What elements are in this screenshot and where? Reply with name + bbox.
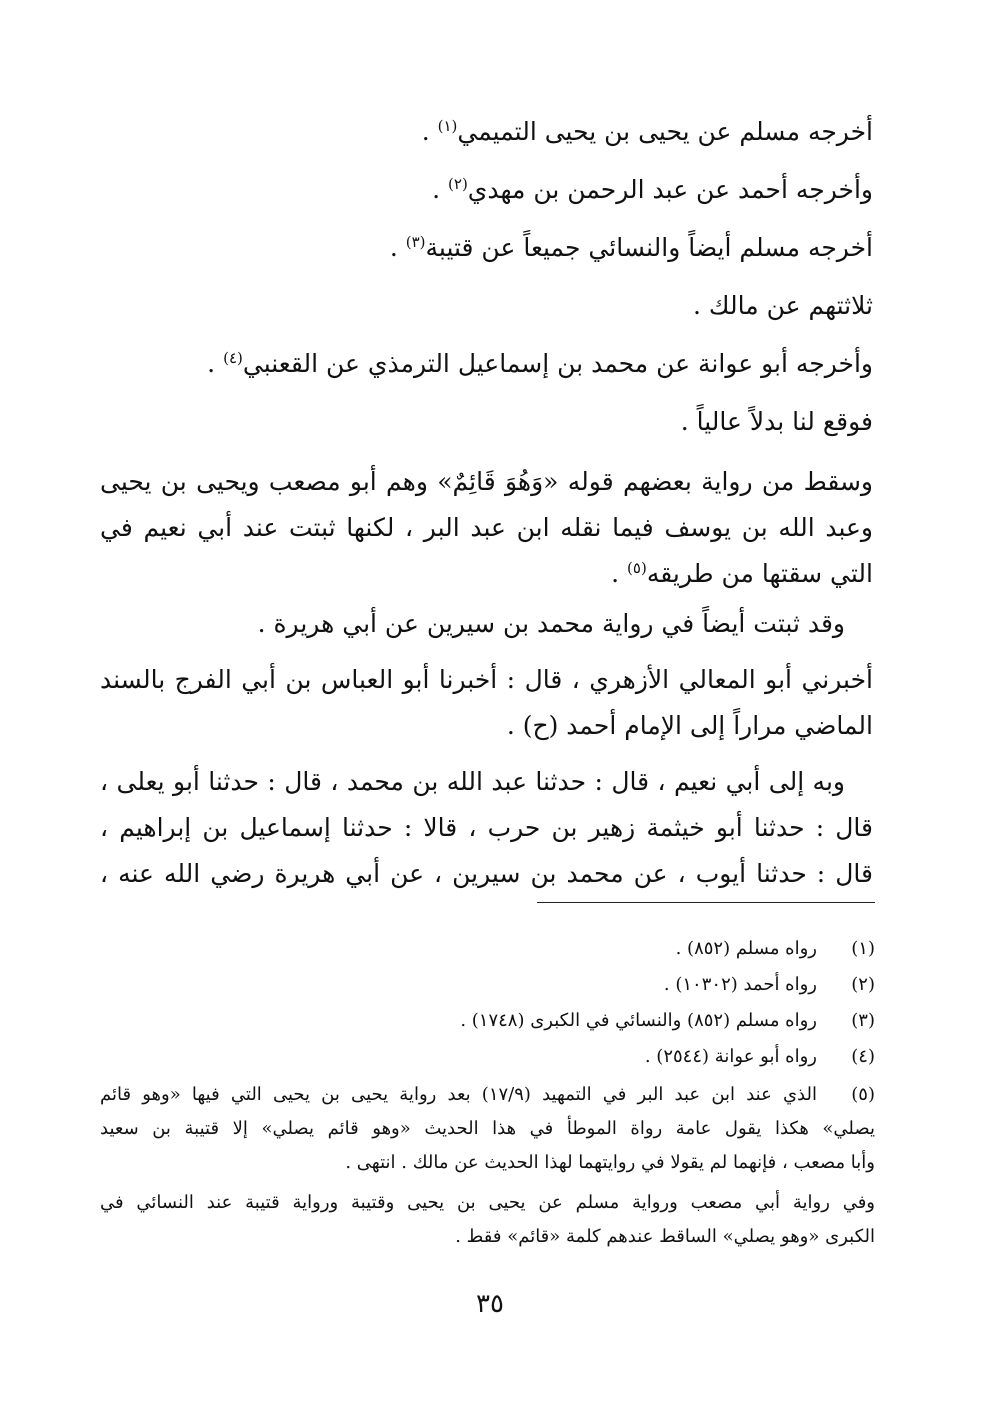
footnote-ref-2: (٢) bbox=[448, 175, 468, 193]
paragraph-2-line-2: وعبد الله بن يوسف فيما نقله ابن عبد البر ، لكنها ثبتت عند أبي نعيم في bbox=[100, 513, 873, 542]
paragraph-3: وقد ثبتت أيضاً في رواية محمد بن سيرين عن أبي هريرة . bbox=[257, 609, 845, 638]
text-line-4: ثلاثتهم عن مالك . bbox=[693, 291, 873, 320]
page-number: ٣٥ bbox=[476, 1289, 504, 1319]
footnote-number: (٣) bbox=[851, 1010, 875, 1031]
footnote-text: رواه أحمد (١٠٣٠٢) . bbox=[663, 974, 817, 995]
paragraph-5-line-1: وبه إلى أبي نعيم ، قال : حدثنا عبد الله بن محمد ، قال : حدثنا أبو يعلى ، bbox=[100, 767, 845, 796]
footnote-number: (٥) bbox=[851, 1084, 875, 1105]
footnote-text: رواه مسلم (٨٥٢) والنسائي في الكبرى (١٧٤٨) . bbox=[460, 1010, 817, 1031]
footnote-text: رواه مسلم (٨٥٢) . bbox=[675, 938, 817, 959]
paragraph-2-line-3: التي سقتها من طريقه$^{(٥)}$ . bbox=[611, 559, 873, 588]
paragraph-5-line-2: قال : حدثنا أبو خيثمة زهير بن حرب ، قالا : حدثنا إسماعيل بن إبراهيم ، bbox=[100, 813, 873, 842]
footnote-text: رواه أبو عوانة (٢٥٤٤) . bbox=[644, 1046, 817, 1067]
footnote-5-line-2: يصلي» هكذا يقول عامة رواة الموطأ في هذا الحديث «وهو قائم يصلي» إلا قتيبة بن سعيد bbox=[100, 1118, 875, 1139]
footnote-number: (٢) bbox=[851, 974, 875, 995]
footnote-ref-3: (٣) bbox=[405, 233, 426, 251]
paragraph-2-line-1: وسقط من رواية بعضهم قوله «وَهُوَ قَائِمٌ» وهم أبو مصعب ويحيى بن يحيى bbox=[100, 467, 873, 496]
paragraph-4-line-1: أخبرني أبو المعالي الأزهري ، قال : أخبرنا أبو العباس بن أبي الفرج بالسند bbox=[100, 665, 873, 694]
text-line-6: فوقع لنا بدلاً عالياً . bbox=[680, 407, 873, 436]
footnote-separator bbox=[537, 902, 875, 903]
footnote-5-line-3: وأبا مصعب ، فإنهما لم يقولا في روايتهما لهذا الحديث عن مالك . انتهى . bbox=[345, 1152, 875, 1173]
text-line-2: وأخرجه أحمد عن عبد الرحمن بن مهدي$^{(٢)}$ . bbox=[432, 175, 873, 204]
footnote-5-line-4: وفي رواية أبي مصعب ورواية مسلم عن يحيى بن يحيى وقتيبة ورواية قتيبة عند النسائي في bbox=[100, 1192, 875, 1213]
text-line-5: وأخرجه أبو عوانة عن محمد بن إسماعيل الترمذي عن القعنبي$^{(٤)}$ . bbox=[207, 349, 873, 378]
text-line-3: أخرجه مسلم أيضاً والنسائي جميعاً عن قتيبة$^{(٣)}$ . bbox=[389, 233, 873, 262]
paragraph-5-line-3: قال : حدثنا أيوب ، عن محمد بن سيرين ، عن أبي هريرة رضي الله عنه ، bbox=[100, 859, 873, 888]
footnote-5-line-5: الكبرى «وهو يصلي» الساقط عندهم كلمة «قائم» فقط . bbox=[455, 1226, 875, 1247]
footnote-5-line-1: الذي عند ابن عبد البر في التمهيد (١٧/٩) بعد رواية يحيى بن يحيى التي فيها «وهو قائم bbox=[100, 1084, 817, 1105]
footnote-ref-4: (٤) bbox=[223, 349, 243, 367]
paragraph-4-line-2: الماضي مراراً إلى الإمام أحمد (ح) . bbox=[506, 711, 873, 740]
text-line-1: أخرجه مسلم عن يحيى بن يحيى التميمي$^{(١)}$ . bbox=[421, 117, 873, 146]
footnote-ref-1: (١) bbox=[437, 117, 458, 135]
footnote-ref-5: (٥) bbox=[627, 559, 647, 577]
footnote-number: (١) bbox=[851, 938, 875, 959]
footnote-number: (٤) bbox=[851, 1046, 875, 1067]
